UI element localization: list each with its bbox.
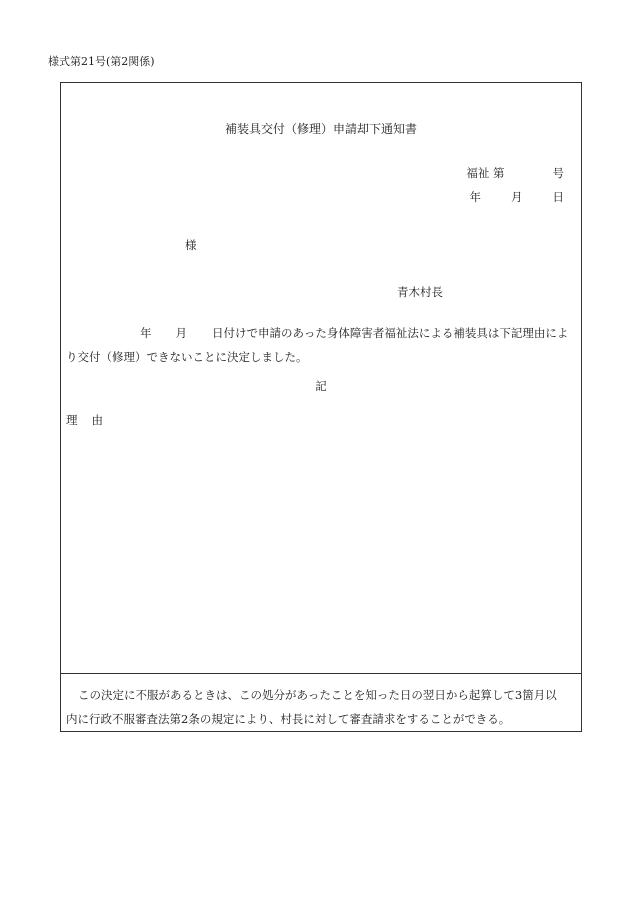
document-title: 補装具交付（修理）申請却下通知書 [224,122,417,136]
reason-label [66,412,103,428]
reference-number [466,165,564,181]
notice-body [66,321,576,369]
reason-char2: 由 [91,413,103,427]
form-number: 様式第21号(第2関係) [48,55,155,68]
notice-frame [60,82,582,732]
reference-number-label: 第 [493,166,505,180]
body-line2: り交付（修理）できないことに決定しました。 [66,350,308,364]
issuer: 青木村長 [397,285,443,299]
body-month: 月 [175,326,187,340]
divider-line [61,673,581,674]
body-year: 年 [140,326,152,340]
appeal-line1: この決定に不服があるときは、この処分があったことを知った日の翌日から起算して3箇月以 [78,688,557,702]
reference-prefix: 福祉 [466,166,490,180]
addressee: 様 [185,238,197,252]
body-line1: 日付けで申請のあった身体障害者福祉法による補装具は下記理由によ [212,326,569,340]
reason-char1: 理 [66,413,78,427]
appeal-line2: 内に行政不服審査法第2条の規定により、村長に対して審査請求をすることができる。 [66,712,511,726]
date-day: 日 [552,190,564,204]
issue-date [470,189,565,205]
date-month: 月 [511,190,523,204]
reference-suffix: 号 [552,166,564,180]
appeal-notice [66,683,576,731]
date-year: 年 [469,190,481,204]
note-heading: 記 [315,379,327,393]
